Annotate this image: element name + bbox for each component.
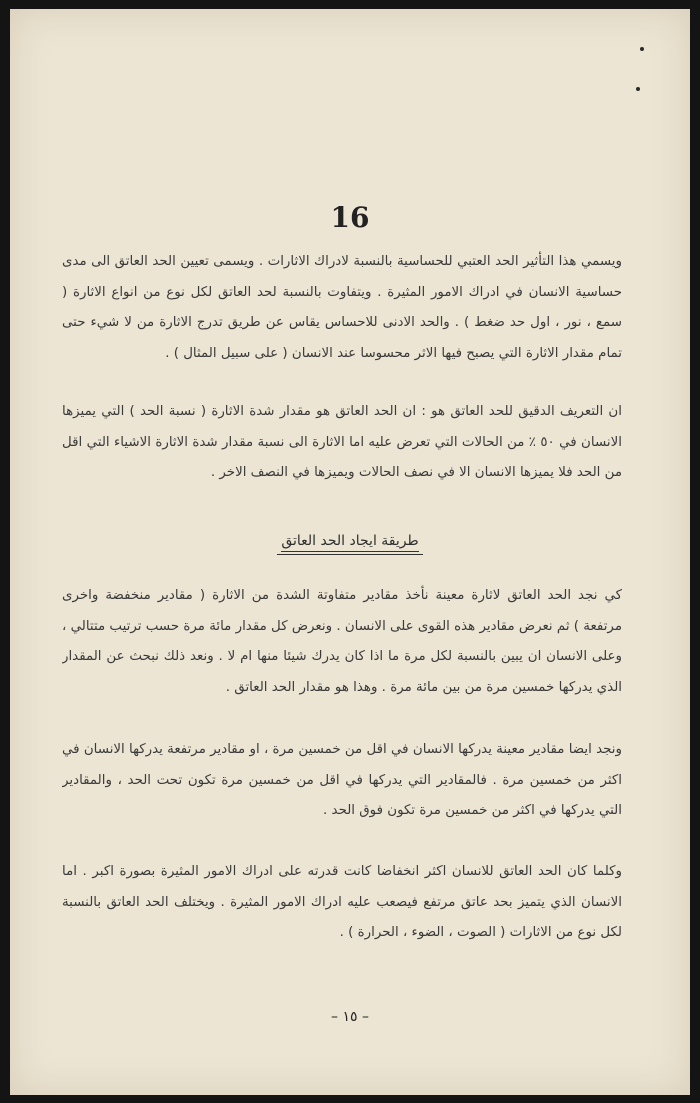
footer-page-number: – ١٥ – [331, 1009, 369, 1025]
paragraph-5: وكلما كان الحد العاتق للانسان اكثر انخفاضا كانت قدرته على ادراك الامور المثيرة بصورة اكبر . اما الانسان الذي يتميز بحد عاتق مرتفع فيصعب عليه ادراك الامور المثيرة . ويختلف الحد العاتق بالنسبة لكل نوع من الاثارات ( الصوت ، الضوء ، الحرارة ) . [62, 864, 622, 940]
section-heading [10, 533, 690, 555]
ink-speck [636, 87, 640, 91]
paragraph-4: ونجد ايضا مقادير معينة يدركها الانسان في اقل من خمسين مرة ، او مقادير مرتفعة يدركها الانسان في اكثر من خمسين مرة . فالمقادير التي يدركها في اقل من خمسين مرة تكون تحت الحد ، والمقادير التي يدركها في اكثر من خمسين مرة تكون فوق الحد . [62, 742, 622, 818]
paragraph-2: ان التعريف الدقيق للحد العاتق هو : ان الحد العاتق هو مقدار شدة الاثارة ( نسبة الحد ) التي يميزها الانسان في ٥٠ ٪ من الحالات التي تعرض عليه اما الاثارة الى نسبة مقدار شدة الاثارة الاشياء التي اقل من الحد فلا يميزها الانسان الا في نصف الحالات ويميزها في النصف الاخر . [62, 404, 622, 480]
section-heading-text: طريقة ايجاد الحد العاتق [277, 533, 422, 555]
paragraph-3: كي نجد الحد العاتق لاثارة معينة نأخذ مقادير متفاوتة الشدة من الاثارة ( مقادير منخفضة واخرى مرتفعة ) ثم نعرض مقادير هذه القوى على الانسان . ونعرض كل مقدار مائة مرة حسب ترتيب متتالي ، وعلى الانسان ان يبين بالنسبة لكل مرة ما اذا كان يدرك شيئا منها ام لا . ونعد ذلك نبحث عن المقدار الذي يدركها خمسين مرة من بين مائة مرة . وهذا هو مقدار الحد العاتق . [62, 588, 622, 695]
ink-speck [640, 47, 644, 51]
document-page [10, 9, 690, 1095]
page-number: 16 [330, 201, 370, 234]
paragraph-1: ويسمي هذا التأثير الحد العتبي للحساسية بالنسبة لادراك الاثارات . ويسمى تعيين الحد العاتق الى مدى حساسية الانسان في ادراك الامور المثيرة . ويتفاوت بالنسبة لحد العاتق لكل نوع من انواع الاثارة ( سمع ، نور ، اول حد ضغط ) . والحد الادنى للاحساس يقاس عن طريق تدرج الاثارة من لا شيء حتى تمام مقدار الاثارة التي يصبح فيها الاثر محسوسا عند الانسان ( على سبيل المثال ) . [62, 254, 622, 361]
